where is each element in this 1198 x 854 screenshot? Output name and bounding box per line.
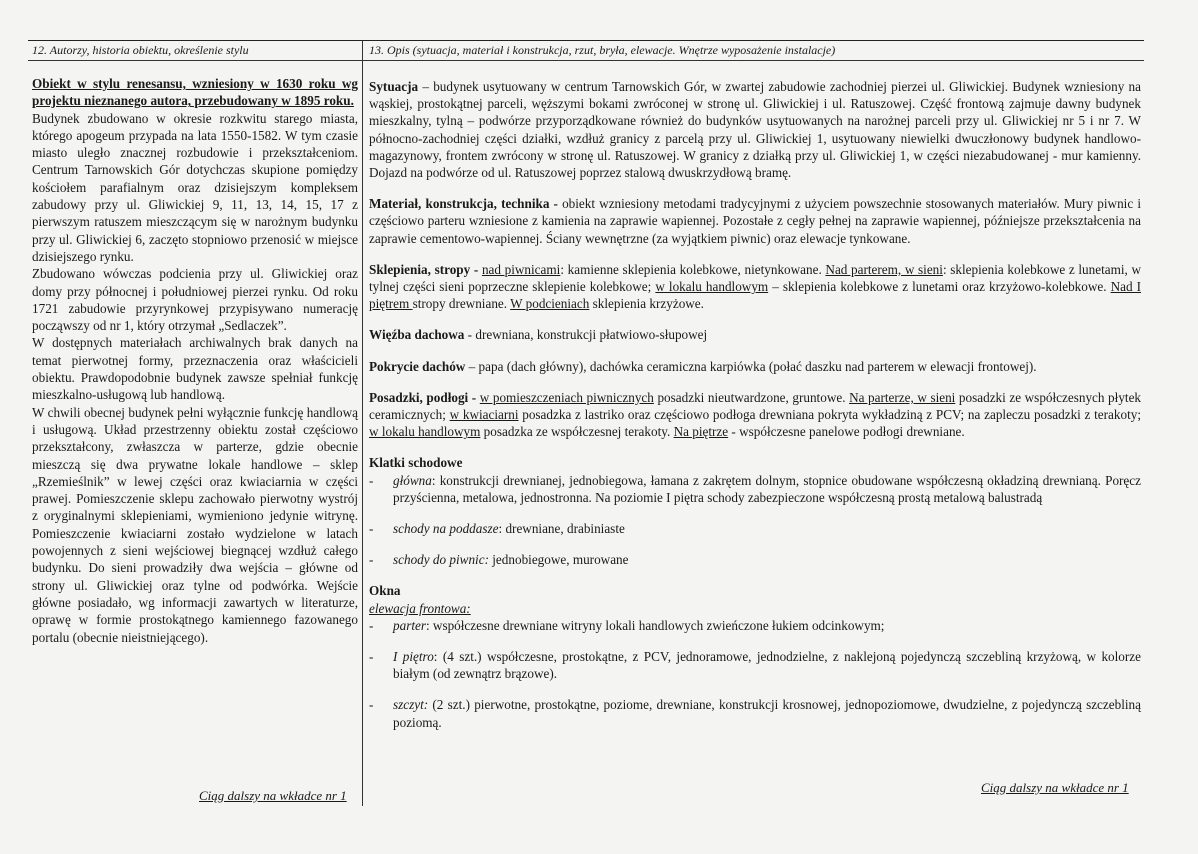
sklepienia-text: stropy drewniane. xyxy=(412,296,511,312)
okna-subheading: elewacja frontowa: xyxy=(369,600,471,616)
posadzki-text: posadzka z lastriko oraz częściowo podłoga drewniana pokryta wykładziną z PCV; na zapleczu posadzki z terakoty; xyxy=(518,407,1141,423)
header-rule xyxy=(28,60,1144,61)
right-continued-note: Ciąg dalszy na wkładce nr 1 xyxy=(981,780,1129,795)
sklepienia-text: : sklepienia kolebkowe z lunetami, w tylnej części sieni poprzeczne sklepienie kolebkowe; xyxy=(369,261,1142,295)
sklepienia-underlined: W podcieniach xyxy=(510,296,590,312)
left-column-header: 12. Autorzy, historia obiektu, określenie stylu xyxy=(32,43,249,57)
wiezba-label: Więźba dachowa xyxy=(369,327,465,343)
section-wiezba xyxy=(369,326,1141,343)
okna-item-text: : współczesne drewniane witryny lokali handlowych zwieńczone łukiem odcinkowym; xyxy=(425,617,885,633)
sytuacja-text: – budynek usytuowany w centrum Tarnowskich Gór, w zwartej zabudowie zachodniej pierzei ul. Gliwickiej. Budynek wzniesiony na wąskiej, prostokątnej parceli, węższymi bokami zwróconej w stronę ul. Gliwickiej i ul. Ratuszowej. Część frontową zajmuje dawny budynek mieszkalny, tylną – podwórze przyporządkowane również do budynków usytuowanych na narożnej parceli przy ul. Gliwickiej nr 5 i nr 7. W północno-zachodniej części działki, wzdłuż granicy z parcelą przy ul. Gliwickiej 1, usytuowany niewielki dwuczłonowy budynek handlowo-magazynowy, frontem zwrócony w stronę ul. Ratuszowej. W granicy z działką przy ul. Gliwickiej 1, w części niezabudowanej - mur kamienny. Dojazd na podwórze od ul. Ratuszowej poprzez stalową dwuskrzydłową bramę. xyxy=(369,79,1141,181)
section-pokrycie xyxy=(369,358,1141,375)
okna-item-text: : (4 szt.) współczesne, prostokątne, z PCV, jednoramowe, jednodzielne, z naklejoną pojedynczą szczebliną krzyżową, w kolorze białym (od zewnątrz brązowe). xyxy=(393,649,1141,682)
sklepienia-text: : kamienne sklepienia kolebkowe, nietynkowane. xyxy=(560,261,826,277)
klatki-item-text: jednobiegowe, murowane xyxy=(488,552,629,568)
posadzki-text: posadzki nieutwardzone, gruntowe. xyxy=(653,389,850,405)
sytuacja-label: Sytuacja xyxy=(369,79,419,94)
sklepienia-underlined: Nad I piętrem xyxy=(369,279,1141,312)
sklepienia-text: – sklepienia kolebkowe z lunetami oraz krzyżowo-kolebkowe. xyxy=(768,279,1111,295)
sklepienia-text: sklepienia krzyżowe. xyxy=(589,296,704,312)
okna-item-label: I piętro xyxy=(393,649,434,665)
history-paragraph: Zbudowano wówczas podcienia przy ul. Gliwickiej oraz domy przy północnej i południowej pierzei rynku. Od roku 1721 zabudowie przyrynkowej przypisywano numerację począwszy od nr 1, który otrzymał „Sedlaczek”. xyxy=(32,266,358,334)
history-paragraph: Budynek zbudowano w okresie rozkwitu starego miasta, którego apogeum przypada na lata 1550-1582. W tym czasie miasto uległo znacznej rozbudowie i przekształceniom. Centrum Tarnowskich Gór dotychczas skupione pomiędzy kościołem parafialnym oraz dzisiejszym kompleksem zabudowy przy ul. Gliwickiej 9, 11, 13, 14, 15, 17 z pierwszym ratuszem mieszczącym się w narożnym budynku przy ul. Gliwickiej 6, zaczęto stopniowo przenosić w miejsce dzisiejszego rynku. xyxy=(32,110,358,264)
okna-item-label: szczyt: xyxy=(393,697,429,713)
section-klatki xyxy=(369,454,1141,568)
okna-item-text: (2 szt.) pierwotne, prostokątne, poziome, drewniane, konstrukcji krosnowej, jednopoziomowe, dwudzielne, z pojedynczą szczebliną poziomą. xyxy=(393,697,1141,730)
section-sklepienia xyxy=(369,261,1141,313)
history-title: Obiekt w stylu renesansu, wzniesiony w 1630 roku wg projektu nieznanego autora, przebudowany w 1895 roku. xyxy=(32,76,358,109)
top-rule xyxy=(28,40,1144,41)
section-posadzki xyxy=(369,389,1141,441)
okna-item xyxy=(369,648,1141,682)
history-paragraph: W chwili obecnej budynek pełni wyłącznie funkcję handlową i usługową. Układ przestrzenny obiektu został częściowo przekształcony, zwłaszcza w parterze, gdzie obecnie mieszczą się dwa prywatne lokale handlowe – sklep „Rzemieślnik” w lewej części oraz kwiaciarnia w części prawej. Pomieszczenie sklepu zachowało pierwotny wystrój z oryginalnymi sklepieniami, wymieniono jedynie witrynę. Pomieszczenie kwiaciarni zostało wydzielone w latach powojennych z sieni wejściowej biegnącej wzdłuż całego budynku. Do sieni prowadziły dwa wejścia – główne od strony ul. Gliwickiej oraz tylne od podwórka. Wejście główne posiadało, wg informacji zawartych w literaturze, oprawę w formie prostokątnego kamiennego fazowanego portalu (obecnie nieistniejącego). xyxy=(32,404,358,645)
klatki-item xyxy=(369,520,1141,537)
column-divider xyxy=(362,40,363,806)
klatki-label: Klatki schodowe xyxy=(369,455,463,471)
pokrycie-text: – papa (dach główny), dachówka ceramiczna karpiówka (połać daszku nad parterem w elewacji frontowej). xyxy=(465,358,1037,374)
okna-label: Okna xyxy=(369,583,401,599)
section-material xyxy=(369,195,1141,247)
posadzki-underlined: w pomieszczeniach piwnicznych xyxy=(479,389,654,405)
posadzki-underlined: Na parterze, w sieni xyxy=(849,389,956,405)
right-column-header: 13. Opis (sytuacja, materiał i konstrukcja, rzut, bryła, elewacje. Wnętrze wyposażenie instalacje) xyxy=(369,43,836,57)
klatki-item-label: schody na poddasze xyxy=(393,521,499,537)
section-okna xyxy=(369,582,1141,730)
wiezba-text: - drewniana, konstrukcji płatwiowo-słupowej xyxy=(464,327,708,343)
posadzki-underlined: Na piętrze xyxy=(673,424,729,440)
sklepienia-underlined: w lokalu handlowym xyxy=(655,279,769,295)
posadzki-text: posadzki ze współczesnych płytek ceramicznych; xyxy=(369,389,1142,423)
description-column xyxy=(369,78,1141,745)
klatki-item-text: : konstrukcji drewnianej, jednobiegowa, łamana z zakrętem dolnym, stopnice obudowane współczesną okładziną drewnianą. Poręcz przyścienna, metalowa, jednostronna. Na poziomie I piętra schody zabezpieczone współczesną prostą metalową balustradą xyxy=(393,472,1141,505)
posadzki-label: Posadzki, podłogi - xyxy=(369,389,477,405)
klatki-item xyxy=(369,551,1141,568)
posadzki-text: posadzka ze współczesnej terakoty. xyxy=(480,424,674,440)
klatki-item-text: : drewniane, drabiniaste xyxy=(498,521,625,537)
sklepienia-label: Sklepienia, stropy - xyxy=(369,261,479,277)
posadzki-text: - współczesne panelowe podłogi drewniane. xyxy=(728,424,965,440)
okna-item xyxy=(369,696,1141,730)
material-label: Materiał, konstrukcja, technika - xyxy=(369,196,558,212)
klatki-item-label: główna xyxy=(393,472,432,488)
sklepienia-underlined: nad piwnicami xyxy=(481,261,561,277)
klatki-item-label: schody do piwnic: xyxy=(393,552,489,568)
okna-item-label: parter xyxy=(393,617,426,633)
klatki-item xyxy=(369,472,1141,506)
okna-item xyxy=(369,617,1141,634)
left-continued-note: Ciąg dalszy na wkładce nr 1 xyxy=(199,788,347,803)
pokrycie-label: Pokrycie dachów xyxy=(369,358,466,374)
sklepienia-underlined: Nad parterem, w sieni xyxy=(825,261,943,277)
form-sheet xyxy=(28,40,1144,806)
material-text: obiekt wzniesiony metodami tradycyjnymi z użyciem powszechnie stosowanych materiałów. Mury piwnic i częściowo parteru wzniesione z kamienia na zaprawie wapiennej. Pozostałe z cegły pełnej na zaprawie wapiennej, późniejsze przekształcenia na zaprawie cementowo-wapiennej. Ściany wewnętrzne (za wyjątkiem piwnic) oraz elewacje tynkowane. xyxy=(369,196,1141,246)
history-paragraph: W dostępnych materiałach archiwalnych brak danych na temat pierwotnej formy, przeznaczenia oraz właścicieli obiektu. Prawdopodobnie budynek zawsze spełniał funkcję mieszkalno-usługową lub handlową. xyxy=(32,335,358,403)
history-column xyxy=(32,75,358,646)
posadzki-underlined: w kwiaciarni xyxy=(449,407,519,423)
posadzki-underlined: w lokalu handlowym xyxy=(369,424,481,440)
section-sytuacja xyxy=(369,78,1141,181)
